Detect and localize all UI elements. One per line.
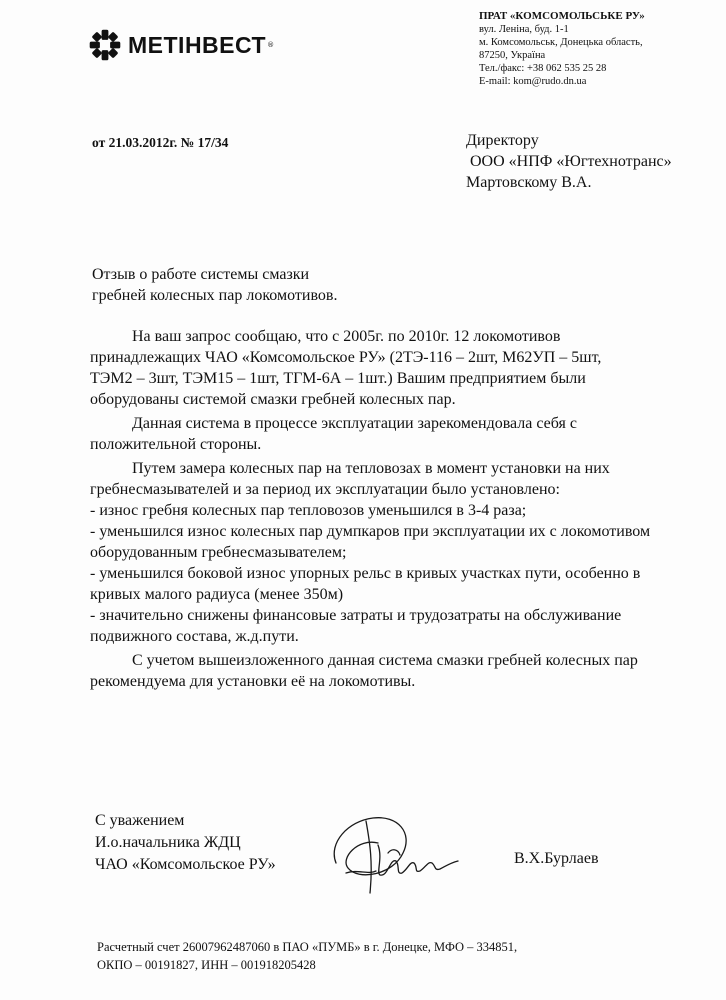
body-line: гребнесмазывателей и за период их эксплуатации было установлено:	[90, 481, 560, 498]
addressee-title: Директору	[466, 132, 539, 149]
signer-name: В.Х.Бурлаев	[514, 850, 599, 867]
logo-registered-mark: ®	[267, 41, 275, 49]
subject-line: гребней колесных пар локомотивов.	[92, 287, 338, 304]
body-line: принадлежащих ЧАО «Комсомольское РУ» (2ТЭ-116 – 2шт, М62УП – 5шт,	[90, 349, 602, 366]
addressee-name: Мартовскому В.А.	[466, 174, 592, 191]
closing-regards: С уважением	[95, 812, 185, 829]
body-line: Путем замера колесных пар на тепловозах в момент установки на них	[132, 460, 610, 477]
bullet-line: кривых малого радиуса (менее 350м)	[90, 586, 344, 603]
registration-codes-line: ОКПО – 00191827, ИНН – 001918205428	[97, 958, 316, 972]
bullet-line: - износ гребня колесных пар тепловозов уменьшился в 3-4 раза;	[90, 502, 527, 519]
closing-block	[95, 810, 276, 876]
company-name: ПРАТ «КОМСОМОЛЬСЬКЕ РУ»	[479, 10, 645, 22]
company-block	[479, 10, 645, 88]
closing-organization: ЧАО «Комсомольское РУ»	[95, 856, 276, 873]
bullet-line: подвижного состава, ж.д.пути.	[90, 628, 299, 645]
outgoing-reference: от 21.03.2012г. № 17/34	[92, 135, 229, 150]
body-line: положительной стороны.	[90, 436, 262, 453]
handwritten-signature	[318, 803, 468, 903]
bullet-line: оборудованным гребнесмазывателем;	[90, 544, 347, 561]
company-phone: Тел./факс: +38 062 535 25 28	[479, 63, 607, 74]
addressee-company: ООО «НПФ «Югтехнотранс»	[470, 153, 672, 170]
body-line: С учетом вышеизложенного данная система смазки гребней колесных пар	[132, 652, 638, 669]
metinvest-logo	[88, 28, 274, 62]
bullet-line: - уменьшился износ колесных пар думпкаров при эксплуатации их с локомотивом	[90, 523, 651, 540]
bullet-line: - уменьшился боковой износ упорных рельс в кривых участках пути, особенно в	[90, 565, 641, 582]
bullet-line: - значительно снижены финансовые затраты и трудозатраты на обслуживание	[90, 607, 622, 624]
company-address-city: м. Комсомольськ, Донецька область,	[479, 37, 643, 48]
body-line: рекомендуема для установки её на локомотивы.	[90, 673, 416, 690]
bank-account-line: Расчетный счет 26007962487060 в ПАО «ПУМБ» в г. Донецке, МФО – 334851,	[97, 940, 518, 954]
metinvest-emblem-icon	[88, 28, 122, 62]
body-line: На ваш запрос сообщаю, что с 2005г. по 2010г. 12 локомотивов	[132, 328, 561, 345]
company-address-postal: 87250, Україна	[479, 50, 546, 61]
body-line: оборудованы системой смазки гребней колесных пар.	[90, 391, 456, 408]
company-email: E-mail: kom@rudo.dn.ua	[479, 76, 587, 87]
body-line: ТЭМ2 – 3шт, ТЭМ15 – 1шт, ТГМ-6А – 1шт.) Вашим предприятием были	[90, 370, 586, 387]
letter-subject	[92, 264, 337, 306]
addressee-block	[466, 130, 672, 193]
body-line: Данная система в процессе эксплуатации зарекомендовала себя с	[132, 415, 577, 432]
letter-body	[90, 326, 690, 692]
bank-details	[97, 938, 517, 974]
closing-position: И.о.начальника ЖДЦ	[95, 834, 241, 851]
logo-wordmark: МЕТІНВЕСТ	[128, 31, 267, 58]
subject-line: Отзыв о работе системы смазки	[92, 266, 310, 283]
company-address-street: вул. Леніна, буд. 1-1	[479, 24, 569, 35]
